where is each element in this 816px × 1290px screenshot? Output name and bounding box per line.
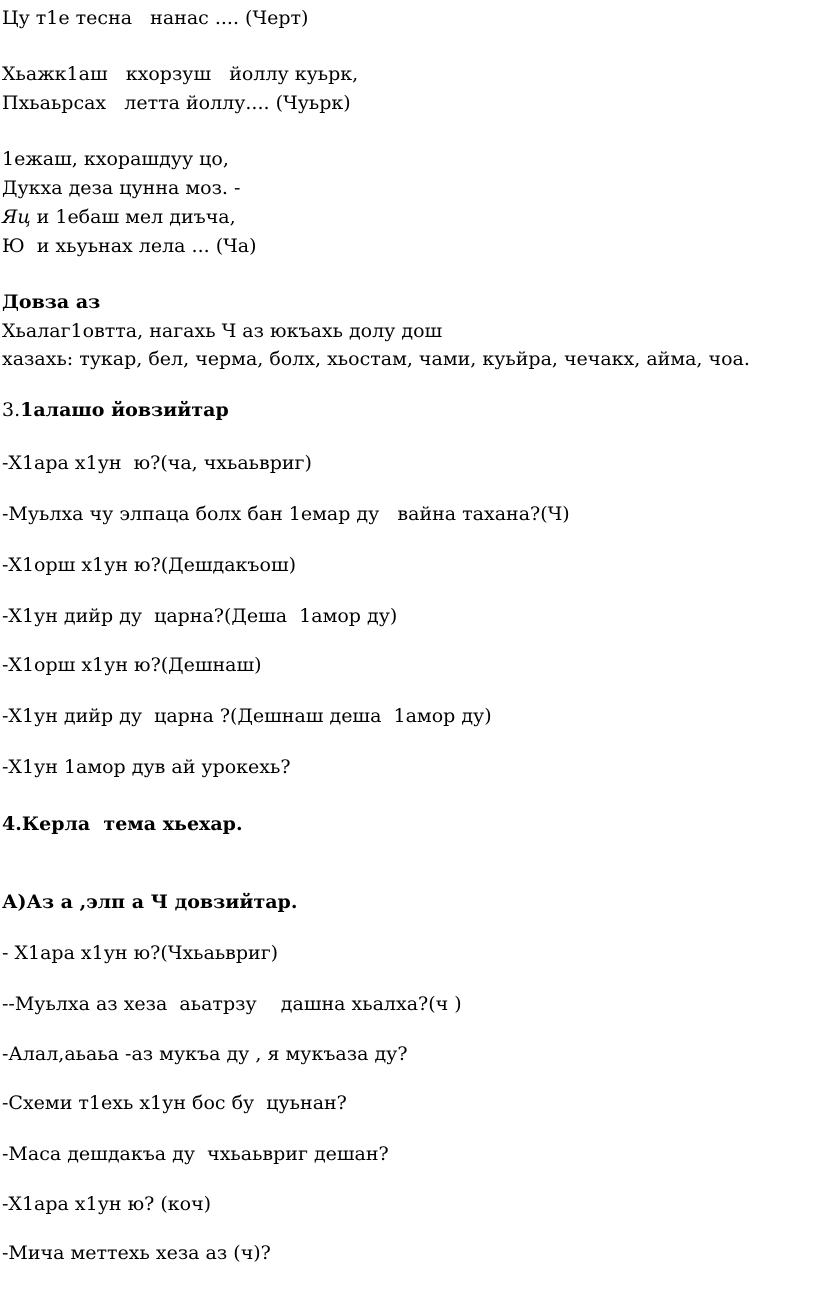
question-line: -Х1ара х1ун ю?(ча, чхьаьвриг)	[2, 452, 312, 474]
question-line: -Маса дешдакъа ду чхьаьвриг дешан?	[2, 1143, 389, 1165]
question-line: -Х1ун дийр ду царна?(Деша 1амор ду)	[2, 605, 398, 627]
riddle-line	[2, 205, 236, 229]
question-line: -Х1ун дийр ду царна ?(Дешнаш деша 1амор ду)	[2, 705, 492, 727]
riddle-line: Ю и хьуьнах лела ... (Ча)	[2, 235, 257, 257]
riddle-line: Хьажк1аш кхорзуш йоллу куьрк,	[2, 63, 359, 85]
section-heading-4: 4.Керла тема хьехар.	[2, 813, 243, 835]
instruction-line: хазахь: тукар, бел, черма, болх, хьостам, чами, куьйра, чечакх, айма, чоа.	[2, 348, 750, 370]
question-line: -Алал,аьаьа -аз мукъа ду , я мукъаза ду?	[2, 1043, 408, 1065]
question-line: - Х1ара х1ун ю?(Чхьаьвриг)	[2, 942, 279, 964]
question-line: -Мича меттехь хеза аз (ч)?	[2, 1242, 271, 1264]
question-line: --Муьлха аз хеза аьатрзу дашна хьалха?(ч )	[2, 993, 462, 1015]
question-line: -Муьлха чу элпаца болх бан 1емар ду вайна тахана?(Ч)	[2, 503, 570, 525]
riddle-line: 1ежаш, кхорашдуу цо,	[2, 148, 229, 170]
section-heading-3	[2, 398, 229, 422]
riddle-line: Дукха деза цунна моз. -	[2, 177, 241, 199]
question-line: -Х1ун 1амор дув ай урокехь?	[2, 756, 291, 778]
riddle-line: Пхьаьрсах летта йоллу.... (Чуьрк)	[2, 92, 351, 114]
section-heading-dovza: Довза аз	[2, 291, 101, 313]
riddle-italic-word: Яц	[2, 206, 31, 228]
question-line: -Х1орш х1ун ю?(Дешдакъош)	[2, 554, 297, 576]
question-line: -Х1ара х1ун ю? (коч)	[2, 1193, 212, 1215]
section-title: 1алашо йовзийтар	[20, 399, 229, 421]
section-number: 3.	[2, 399, 21, 421]
question-line: -Схеми т1ехь х1ун бос бу цуьнан?	[2, 1092, 347, 1114]
question-line: -Х1орш х1ун ю?(Дешнаш)	[2, 654, 262, 676]
riddle-line: Цу т1е тесна нанас .... (Черт)	[2, 7, 309, 29]
riddle-line-rest: и 1ебаш мел диъча,	[30, 206, 236, 228]
section-heading-a: А)Аз а ,элп а Ч довзийтар.	[2, 891, 298, 913]
instruction-line: Хьалаг1овтта, нагахь Ч аз юкъахь долу дош	[2, 320, 443, 342]
